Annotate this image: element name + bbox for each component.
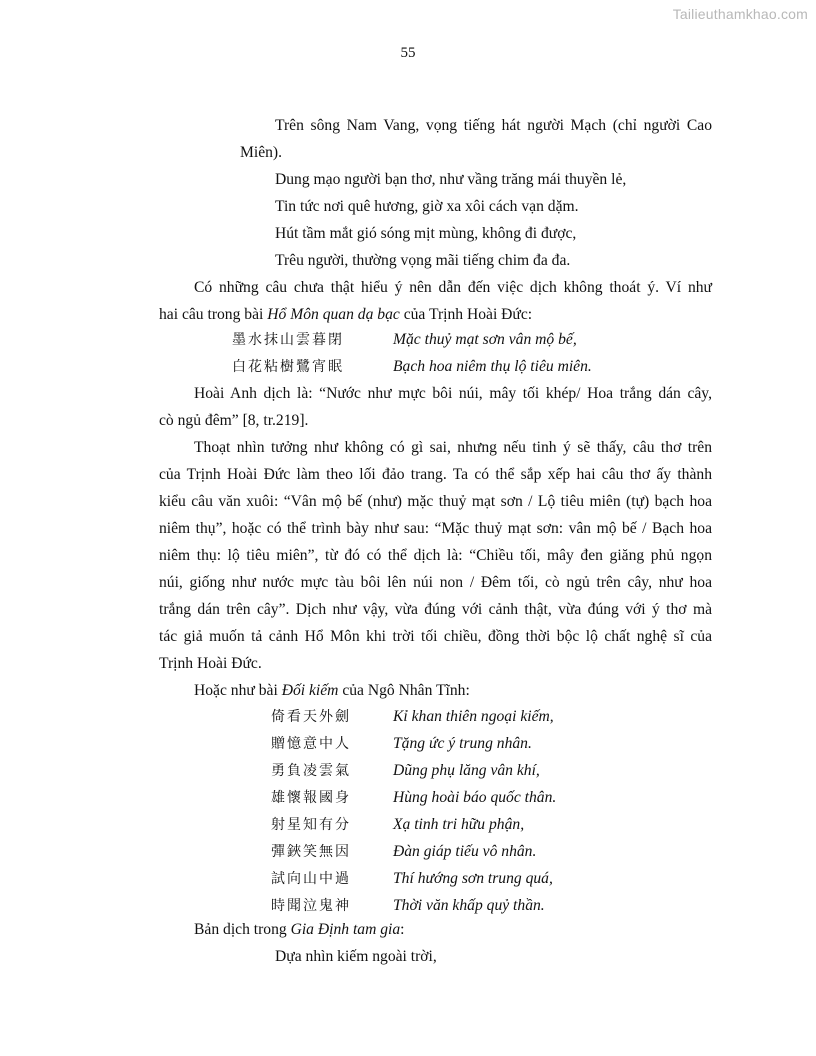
- poem2-han-6: 彈鋏笑無因: [271, 844, 351, 860]
- para4-post: của Ngô Nhân Tĩnh:: [338, 682, 470, 699]
- para3-line6: núi, giống như nước mực tàu bôi lên núi non / Đêm tối, cò ngủ trên cây, như hoa: [159, 574, 712, 591]
- poem2-viet-6: Đàn giáp tiếu vô nhân.: [393, 843, 537, 860]
- poem1-line3: Tin tức nơi quê hương, giờ xa xôi cách vạn dặm.: [275, 198, 579, 215]
- para2-line2: cò ngủ đêm” [8, tr.219].: [159, 412, 309, 429]
- poem1-line4: Hút tầm mắt gió sóng mịt mùng, không đi được,: [275, 225, 577, 242]
- para3-line3: kiểu câu văn xuôi: “Vân mộ bế (như) mặc thuỷ mạt sơn / Lộ tiêu miên (tự) bạch hoa: [159, 493, 712, 510]
- para4-pre: Hoặc như bài: [194, 682, 282, 699]
- para1-line2-post: của Trịnh Hoài Đức:: [399, 306, 533, 323]
- para1-line2-pre: hai câu trong bài: [159, 306, 268, 323]
- para3-line8: tác giả muốn tả cảnh Hổ Môn khi trời tối chiều, đồng thời bộc lộ chất nghệ sĩ của: [159, 628, 712, 645]
- para3-line1: Thoạt nhìn tưởng như không có gì sai, nhưng nếu tinh ý sẽ thấy, câu thơ trên: [194, 439, 712, 456]
- poem2-viet-7: Thí hướng sơn trung quá,: [393, 870, 553, 887]
- para5-pre: Bản dịch trong: [194, 921, 291, 938]
- poem2-viet-5: Xạ tinh tri hữu phận,: [393, 816, 525, 833]
- poem2-viet-2: Tặng ức ý trung nhân.: [393, 735, 532, 752]
- poem-title-doi-kiem: Đối kiếm: [281, 682, 339, 699]
- para1-line2: [159, 306, 532, 324]
- para1-line1: Có những câu chưa thật hiểu ý nên dẫn đến việc dịch không thoát ý. Ví như: [194, 279, 712, 296]
- para3-line5: niêm thụ: lộ tiêu miên”, từ đó có thể dịch là: “Chiều tối, mây đen giăng phủ ngọn: [159, 547, 712, 564]
- poem1-line1-cont: Miên).: [240, 144, 283, 161]
- book-title-gia-dinh: Gia Định tam gia: [290, 921, 401, 938]
- couplet-han-1: 墨水抹山雲暮閉: [232, 332, 344, 348]
- poem2-han-5: 射星知有分: [271, 817, 351, 833]
- poem2-han-3: 勇負凌雲氣: [271, 763, 351, 779]
- para5-line: [194, 921, 405, 939]
- para2-line1: Hoài Anh dịch là: “Nước như mực bôi núi, mây tối khép/ Hoa trắng dán cây,: [194, 385, 712, 402]
- couplet-han-2: 白花粘樹鷺宵眠: [232, 359, 344, 375]
- poem2-han-4: 雄懷報國身: [271, 790, 351, 806]
- para3-line7: trắng dán trên cây”. Dịch như vậy, vừa đúng với cảnh thật, vừa đúng với ý thơ mà: [159, 601, 712, 618]
- poem2-han-1: 倚看天外劍: [271, 709, 351, 725]
- couplet-viet-1: Mặc thuỷ mạt sơn vân mộ bế,: [393, 331, 577, 348]
- para4-line: [194, 682, 470, 700]
- poem-title-ho-mon: Hổ Môn quan dạ bạc: [267, 306, 400, 323]
- poem1-line1: Trên sông Nam Vang, vọng tiếng hát người Mạch (chỉ người Cao: [275, 117, 712, 134]
- page-number: 55: [400, 45, 416, 61]
- translation-line1: Dựa nhìn kiếm ngoài trời,: [275, 948, 437, 965]
- poem2-viet-3: Dũng phụ lăng vân khí,: [393, 762, 540, 779]
- couplet-viet-2: Bạch hoa niêm thụ lộ tiêu miên.: [393, 358, 592, 375]
- watermark: Tailieuthamkhao.com: [672, 6, 808, 22]
- poem2-han-8: 時聞泣鬼神: [271, 898, 351, 914]
- para3-last-line: Trịnh Hoài Đức.: [159, 655, 262, 672]
- poem1-line2: Dung mạo người bạn thơ, như vầng trăng mái thuyền lẻ,: [275, 171, 627, 188]
- poem2-viet-1: Kỉ khan thiên ngoại kiếm,: [393, 708, 554, 725]
- poem2-han-2: 贈憶意中人: [271, 736, 351, 752]
- poem2-han-7: 試向山中過: [271, 871, 351, 887]
- para5-post: :: [400, 921, 405, 938]
- poem2-viet-8: Thời văn khấp quỷ thần.: [393, 897, 545, 914]
- para3-line4: niêm thụ”, hoặc có thể trình bày như sau: “Mặc thuỷ mạt sơn: vân mộ bế / Bạch hoa: [159, 520, 712, 537]
- para3-line2: của Trịnh Hoài Đức làm theo lối đảo trang. Ta có thể sắp xếp hai câu thơ ấy thành: [159, 466, 712, 483]
- poem2-viet-4: Hùng hoài báo quốc thân.: [393, 789, 557, 806]
- poem1-line5: Trêu người, thường vọng mãi tiếng chim đa đa.: [275, 252, 571, 269]
